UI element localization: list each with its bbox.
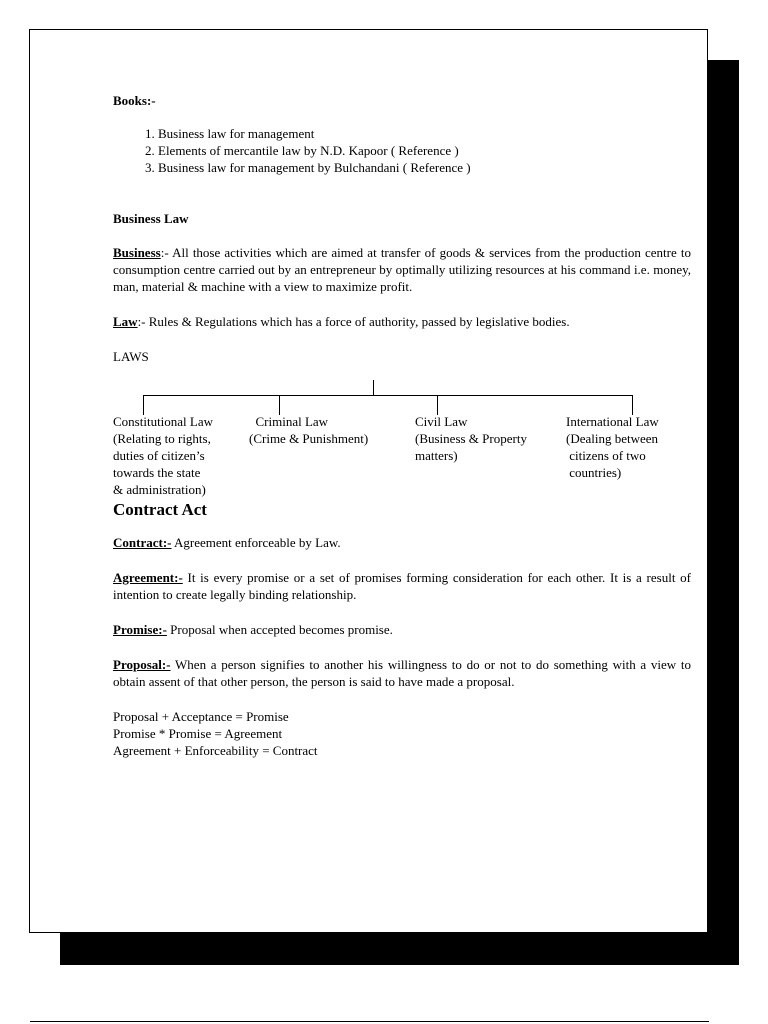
equation-line: Proposal + Acceptance = Promise <box>113 709 289 724</box>
promise-term: Promise:- <box>113 622 167 637</box>
business-term: Business <box>113 245 161 260</box>
business-definition-text: :- All those activities which are aimed at transfer of goods & services from the production centre to consumption centre carried out by an entrepreneur by optimally utilizing resources at his command i.e. money, man, material & machine with a view to maximize profit. <box>113 245 691 294</box>
promise-definition <box>113 621 691 638</box>
books-list-item: 2. Elements of mercantile law by N.D. Kapoor ( Reference ) <box>158 142 691 159</box>
tree-node-international-law: International Law (Dealing between citizens of two countries) <box>566 414 659 480</box>
contract-term: Contract:- <box>113 535 172 550</box>
proposal-definition <box>113 656 691 690</box>
proposal-term: Proposal:- <box>113 657 171 672</box>
agreement-definition <box>113 569 691 603</box>
proposal-definition-text: When a person signifies to another his willingness to do or not to do something with a view to obtain assent of that other person, the person is said to have made a proposal. <box>113 657 691 689</box>
tree-branch-connector <box>143 395 144 415</box>
tree-root-connector <box>373 380 374 396</box>
laws-tree-label: LAWS <box>113 349 149 364</box>
tree-branch-connector <box>279 395 280 415</box>
document-page <box>29 29 708 933</box>
books-heading: Books:- <box>113 93 156 108</box>
tree-node-civil-law: Civil Law (Business & Property matters) <box>415 414 527 463</box>
tree-branch-connector <box>632 395 633 415</box>
tree-branch-connector <box>437 395 438 415</box>
law-term: Law <box>113 314 138 329</box>
books-list <box>113 125 691 176</box>
contract-act-heading: Contract Act <box>113 500 207 519</box>
contract-definition-text: Agreement enforceable by Law. <box>171 535 341 550</box>
tree-node-criminal-law: Criminal Law (Crime & Punishment) <box>249 414 369 446</box>
laws-tree-diagram <box>113 365 691 495</box>
agreement-definition-text: It is every promise or a set of promises forming consideration for each other. It is a result of intention to create legally binding relationship. <box>113 570 691 602</box>
books-list-item: 1. Business law for management <box>158 125 691 142</box>
law-definition <box>113 313 691 330</box>
bottom-divider <box>30 1021 709 1022</box>
promise-definition-text: Proposal when accepted becomes promise. <box>166 622 393 637</box>
page-content <box>113 92 691 759</box>
business-law-heading: Business Law <box>113 211 189 226</box>
law-definition-text: :- Rules & Regulations which has a force of authority, passed by legislative bodies. <box>137 314 570 329</box>
equation-line: Agreement + Enforceability = Contract <box>113 743 318 758</box>
tree-horizontal-connector <box>143 395 633 396</box>
tree-node-constitutional-law: Constitutional Law (Relating to rights, duties of citizen’s towards the state & administration) <box>113 414 214 497</box>
agreement-term: Agreement:- <box>113 570 183 585</box>
business-definition <box>113 244 691 295</box>
books-list-item: 3. Business law for management by Bulchandani ( Reference ) <box>158 159 691 176</box>
contract-definition <box>113 534 691 551</box>
equations-block <box>113 708 691 759</box>
equation-line: Promise * Promise = Agreement <box>113 726 283 741</box>
